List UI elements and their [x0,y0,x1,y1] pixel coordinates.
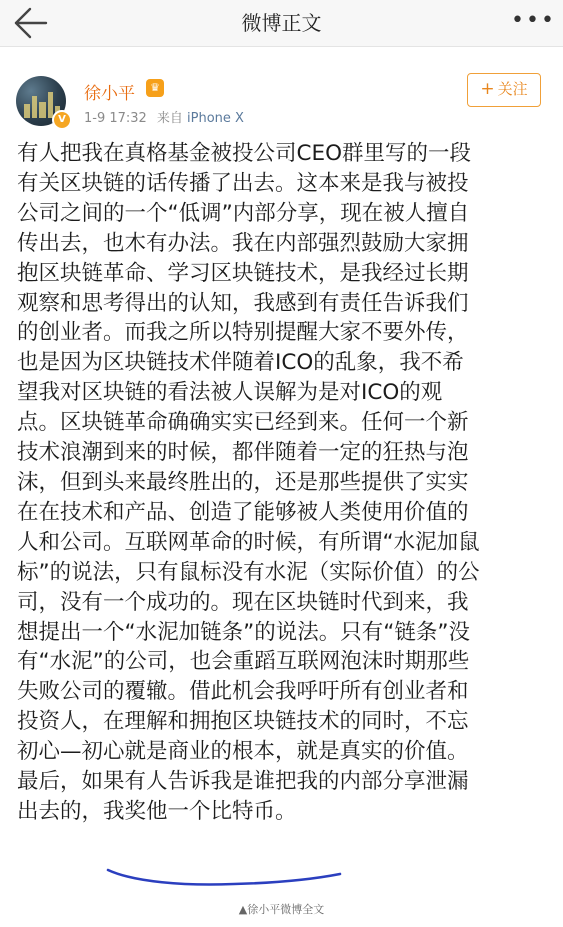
post-line: 最后，如果有人告诉我是谁把我的内部分享泄漏 [17,769,469,795]
more-options-icon[interactable]: ••• [511,8,556,33]
plus-icon: + [480,79,495,99]
follow-label: 关注 [497,80,528,98]
post-line: 沫，但到头来最终胜出的，还是那些提供了实实 [17,469,469,495]
author-name[interactable]: 徐小平 [84,84,135,104]
post-line: 标”的说法，只有鼠标没有水泥（实际价值）的公 [17,559,480,585]
post-line: 投资人，在理解和拥抱区块链技术的同时，不忘 [17,709,469,735]
post-line: 抱区块链革命、学习区块链技术，是我经过长期 [17,260,469,286]
member-crown-icon: ♛ [146,79,164,97]
post-body [17,139,547,827]
top-nav-bar [0,0,563,47]
post-source-prefix: 来自 [156,111,183,126]
verified-badge-icon: V [52,110,72,130]
image-caption: ▲徐小平微博全文 [238,903,325,916]
post-line: 技术浪潮到来的时候，都伴随着一定的狂热与泡 [17,440,469,466]
post-line: 的创业者。而我之所以特别提醒大家不要外传， [17,320,469,346]
post-last-line-prefix: 出去的， [17,798,104,824]
page-title: 微博正文 [241,11,322,35]
post-meta [84,107,244,126]
post-line: 有人把我在真格基金被投公司CEO群里写的一段 [17,141,472,166]
handdrawn-underline-mark [104,862,344,890]
post-line: 公司之间的一个“低调”内部分享，现在被人擅自 [17,200,470,226]
post-line: 观察和思考得出的认知，我感到有责任告诉我们 [17,290,469,316]
post-line: 点。区块链革命确确实实已经到来。任何一个新 [17,410,469,436]
post-line: 人和公司。互联网革命的时候，有所谓“水泥加鼠 [17,529,480,555]
post-line: 初心—初心就是商业的根本，就是真实的价值。 [17,739,469,765]
post-line: 有“水泥”的公司，也会重蹈互联网泡沫时期那些 [17,649,470,675]
post-line: 失败公司的覆辙。借此机会我呼吁所有创业者和 [17,679,469,705]
post-line: 司，没有一个成功的。现在区块链时代到来，我 [17,589,469,615]
post-line: 望我对区块链的看法被人误解为是对ICO的观 [17,380,443,406]
post-line: 传出去，也木有办法。我在内部强烈鼓励大家拥 [17,230,469,256]
post-line: 有关区块链的话传播了出去。这本来是我与被投 [17,170,469,196]
post-emphasized-text: 我奖他一个比特币。 [103,798,297,824]
post-line: 也是因为区块链技术伴随着ICO的乱象，我不希 [17,350,464,376]
post-device[interactable]: iPhone X [187,111,244,126]
follow-button[interactable] [467,73,541,107]
post-line: 在在技术和产品、创造了能够被人类使用价值的 [17,499,469,525]
post-line: 想提出一个“水泥加链条”的说法。只有“链条”没 [17,619,471,645]
post-time: 1-9 17:32 [84,111,147,126]
post-last-line [17,797,547,827]
